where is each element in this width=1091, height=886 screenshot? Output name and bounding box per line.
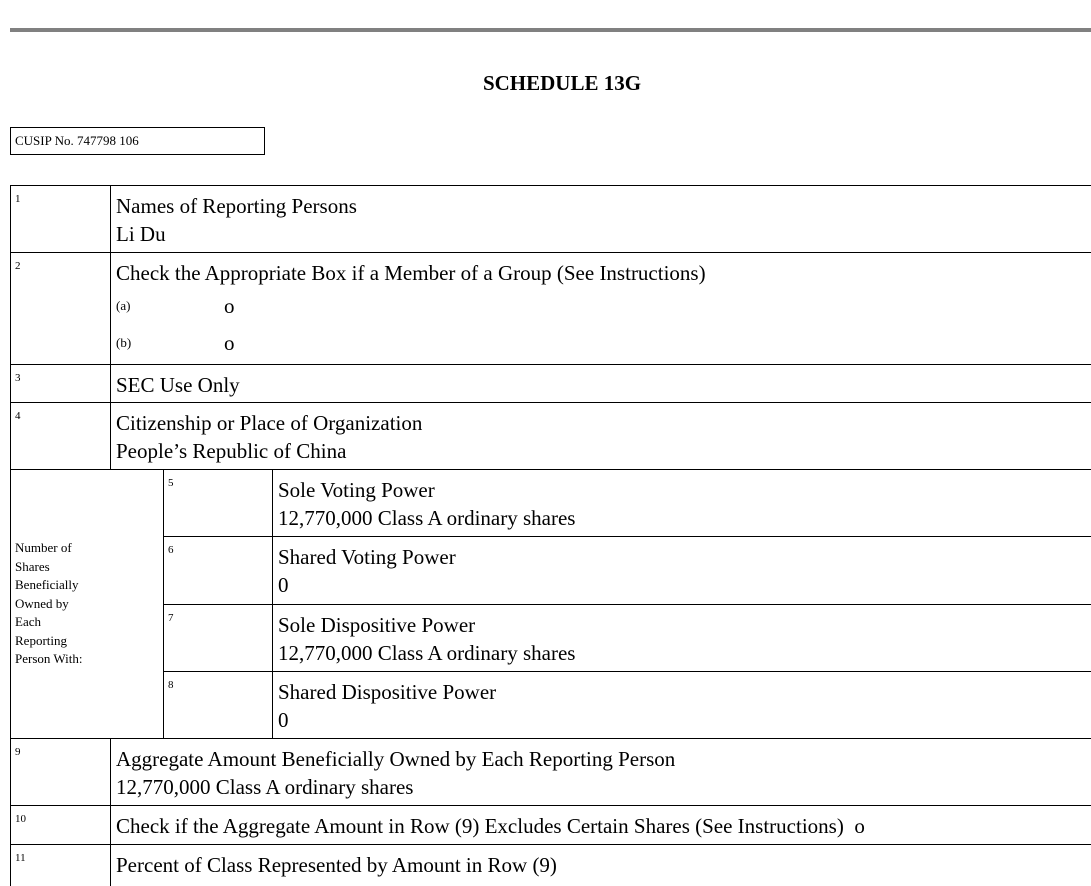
row-label-shared-voting-power: Shared Voting Power xyxy=(278,545,456,569)
row-number: 7 xyxy=(164,605,273,672)
row-number: 2 xyxy=(11,253,111,365)
table-row-9 xyxy=(11,739,1091,806)
row-number: 11 xyxy=(11,845,111,886)
row-content xyxy=(273,605,1091,672)
shared-voting-power-value: 0 xyxy=(278,573,289,597)
row-number: 1 xyxy=(11,186,111,253)
row-label-group-check: Check the Appropriate Box if a Member of a Group (See Instructions) xyxy=(116,261,706,285)
row-label-shared-dispositive-power: Shared Dispositive Power xyxy=(278,680,497,704)
option-a-label: (a) xyxy=(116,298,131,313)
table-row-8 xyxy=(11,672,1091,739)
side-label-line: Owned by xyxy=(15,595,69,611)
row-content xyxy=(111,186,1091,253)
row-label-names-of-reporting-persons: Names of Reporting Persons xyxy=(116,194,357,218)
option-b-label: (b) xyxy=(116,335,132,350)
excludes-certain-shares-label: Check if the Aggregate Amount in Row (9) Excludes Certain Shares (See Instructions) xyxy=(116,814,844,838)
reporting-person-name: Li Du xyxy=(116,222,166,246)
table-row-1 xyxy=(11,186,1091,253)
table-row-5 xyxy=(11,470,1091,537)
row-content xyxy=(111,365,1091,403)
table-row-3 xyxy=(11,365,1091,403)
sole-voting-power-value: 12,770,000 Class A ordinary shares xyxy=(278,506,576,530)
group-option-b xyxy=(116,324,1091,361)
row-content xyxy=(273,470,1091,537)
table-row-4 xyxy=(11,403,1091,470)
option-b-checkbox[interactable]: o xyxy=(224,331,235,355)
row-content xyxy=(111,403,1091,470)
top-horizontal-rule xyxy=(10,28,1091,32)
side-label-line: Number of xyxy=(15,540,72,556)
table-row-11 xyxy=(11,845,1091,886)
excludes-certain-shares-checkbox[interactable]: o xyxy=(854,814,865,838)
row-label-excludes-certain-shares xyxy=(116,812,1091,840)
cusip-number-box: CUSIP No. 747798 106 xyxy=(10,127,265,155)
row-content xyxy=(111,739,1091,806)
row-content xyxy=(273,537,1091,605)
shares-owned-side-label xyxy=(11,470,164,739)
row-label-aggregate-amount: Aggregate Amount Beneficially Owned by Each Reporting Person xyxy=(116,747,676,771)
table-row-2 xyxy=(11,253,1091,365)
row-content xyxy=(111,806,1091,845)
aggregate-amount-value: 12,770,000 Class A ordinary shares xyxy=(116,775,414,799)
row-content xyxy=(273,672,1091,739)
row-label-percent-of-class: Percent of Class Represented by Amount in Row (9) xyxy=(116,853,557,877)
option-a-checkbox[interactable]: o xyxy=(224,294,235,318)
side-label-line: Shares xyxy=(15,558,50,574)
row-label-sole-voting-power: Sole Voting Power xyxy=(278,478,435,502)
row-number: 8 xyxy=(164,672,273,739)
row-number: 6 xyxy=(164,537,273,605)
row-number: 10 xyxy=(11,806,111,845)
shared-dispositive-power-value: 0 xyxy=(278,708,289,732)
row-content xyxy=(111,845,1091,886)
row-label-sec-use-only: SEC Use Only xyxy=(116,373,240,397)
group-option-a xyxy=(116,287,1091,324)
table-row-10 xyxy=(11,806,1091,845)
page-title: SCHEDULE 13G xyxy=(482,71,642,95)
table-row-6 xyxy=(11,537,1091,605)
side-label-line: Each xyxy=(15,614,41,630)
row-number: 9 xyxy=(11,739,111,806)
row-number: 4 xyxy=(11,403,111,470)
row-number: 5 xyxy=(164,470,273,537)
row-label-citizenship: Citizenship or Place of Organization xyxy=(116,411,423,435)
side-label-line: Reporting xyxy=(15,632,67,648)
row-content xyxy=(111,253,1091,365)
row-label-sole-dispositive-power: Sole Dispositive Power xyxy=(278,613,476,637)
side-label-line: Beneficially xyxy=(15,577,79,593)
citizenship-value: People’s Republic of China xyxy=(116,439,347,463)
sole-dispositive-power-value: 12,770,000 Class A ordinary shares xyxy=(278,641,576,665)
cover-page-table xyxy=(10,185,1091,886)
side-label-line: Person With: xyxy=(15,651,83,667)
row-number: 3 xyxy=(11,365,111,403)
table-row-7 xyxy=(11,605,1091,672)
